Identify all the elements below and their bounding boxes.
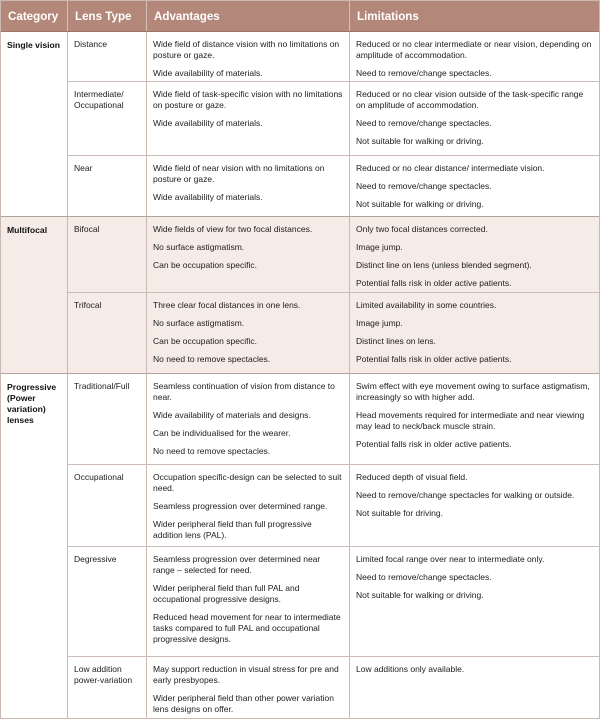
advantage-item: Wide availability of materials. xyxy=(153,118,263,128)
category-cell: Progressive (Power variation) lenses xyxy=(1,374,68,719)
category-group-progressive xyxy=(1,374,599,719)
advantage-item: Wide availability of materials. xyxy=(153,68,263,78)
limitations-cell xyxy=(350,374,599,464)
advantage-item: May support reduction in visual stress for pre and early presbyopes. xyxy=(153,664,339,685)
limitation-item: Reduced depth of visual field. xyxy=(356,472,468,482)
limitation-item: Potential falls risk in older active patients. xyxy=(356,278,512,288)
advantage-item: Wide field of task-specific vision with no limitations on posture or gaze. xyxy=(153,89,343,110)
advantages-cell xyxy=(147,293,350,373)
table-row xyxy=(68,82,599,156)
advantage-item: Seamless progression over determined near range – selected for need. xyxy=(153,554,321,575)
advantage-item: Wide field of distance vision with no limitations on posture or gaze. xyxy=(153,39,340,60)
limitation-item: Potential falls risk in older active patients. xyxy=(356,439,512,449)
table-row xyxy=(68,657,599,719)
advantages-cell xyxy=(147,32,350,81)
limitation-item: Limited availability in some countries. xyxy=(356,300,497,310)
category-group-single-vision xyxy=(1,32,599,217)
limitation-item: Head movements required for intermediate and near viewing may lead to neck/back muscle strain. xyxy=(356,410,585,431)
advantage-item: No surface astigmatism. xyxy=(153,318,245,328)
limitation-item: Need to remove/change spectacles. xyxy=(356,68,492,78)
header-category: Category xyxy=(1,1,68,31)
advantage-item: No surface astigmatism. xyxy=(153,242,245,252)
lens-type-cell: Degressive xyxy=(68,547,147,656)
advantage-item: Reduced head movement for near to intermediate tasks compared to full PAL and occupational progressive designs. xyxy=(153,612,341,644)
advantage-item: Three clear focal distances in one lens. xyxy=(153,300,301,310)
advantage-item: No need to remove spectacles. xyxy=(153,446,271,456)
limitations-cell xyxy=(350,217,599,292)
lens-type-cell: Low addition power-variation xyxy=(68,657,147,719)
advantage-item: Seamless progression over determined range. xyxy=(153,501,328,511)
limitations-cell xyxy=(350,156,599,216)
lens-type-cell: Bifocal xyxy=(68,217,147,292)
limitation-item: Not suitable for walking or driving. xyxy=(356,136,484,146)
advantages-cell xyxy=(147,156,350,216)
table-row xyxy=(68,374,599,465)
limitations-cell xyxy=(350,32,599,81)
lens-type-cell: Distance xyxy=(68,32,147,81)
table-row xyxy=(68,217,599,293)
table-row xyxy=(68,465,599,547)
limitation-item: Image jump. xyxy=(356,242,403,252)
category-cell: Single vision xyxy=(1,32,68,216)
advantage-item: Wider peripheral field than other power variation lens designs on offer. xyxy=(153,693,334,714)
advantages-cell xyxy=(147,217,350,292)
limitation-item: Potential falls risk in older active patients. xyxy=(356,354,512,364)
limitation-item: Distinct lines on lens. xyxy=(356,336,436,346)
advantage-item: Wide availability of materials. xyxy=(153,192,263,202)
table-row xyxy=(68,547,599,657)
advantage-item: Can be individualised for the wearer. xyxy=(153,428,291,438)
limitation-item: Need to remove/change spectacles for walking or outside. xyxy=(356,490,575,500)
advantage-item: Occupation specific-design can be selected to suit need. xyxy=(153,472,342,493)
category-cell: Multifocal xyxy=(1,217,68,373)
limitations-cell xyxy=(350,293,599,373)
limitations-cell xyxy=(350,465,599,546)
lens-type-cell: Occupational xyxy=(68,465,147,546)
advantage-item: Wide field of near vision with no limitations on posture or gaze. xyxy=(153,163,325,184)
advantages-cell xyxy=(147,465,350,546)
advantages-cell xyxy=(147,657,350,719)
advantages-cell xyxy=(147,374,350,464)
limitation-item: Low additions only available. xyxy=(356,664,465,674)
advantage-item: Wider peripheral field than full progressive addition lens (PAL). xyxy=(153,519,312,540)
advantages-cell xyxy=(147,547,350,656)
limitation-item: Reduced or no clear distance/ intermediate vision. xyxy=(356,163,545,173)
limitation-item: Reduced or no clear vision outside of the task-specific range on amplitude of accommodation. xyxy=(356,89,584,110)
limitation-item: Need to remove/change spectacles. xyxy=(356,118,492,128)
table-row xyxy=(68,293,599,373)
limitation-item: Not suitable for driving. xyxy=(356,508,443,518)
lens-type-cell: Near xyxy=(68,156,147,216)
limitations-cell xyxy=(350,547,599,656)
header-limitations: Limitations xyxy=(357,9,419,23)
limitation-item: Limited focal range over near to intermediate only. xyxy=(356,554,545,564)
table-header-row xyxy=(1,1,599,32)
advantage-item: No need to remove spectacles. xyxy=(153,354,271,364)
lens-type-cell: Traditional/Full xyxy=(68,374,147,464)
limitation-item: Distinct line on lens (unless blended segment). xyxy=(356,260,532,270)
advantage-item: Wider peripheral field than full PAL and occupational progressive designs. xyxy=(153,583,300,604)
advantage-item: Wide fields of view for two focal distances. xyxy=(153,224,313,234)
table-row xyxy=(68,32,599,82)
limitation-item: Reduced or no clear intermediate or near vision, depending on amplitude of accommodation. xyxy=(356,39,592,60)
advantage-item: Can be occupation specific. xyxy=(153,260,257,270)
limitation-item: Only two focal distances corrected. xyxy=(356,224,488,234)
limitation-item: Swim effect with eye movement owing to surface astigmatism, increasingly so with higher add. xyxy=(356,381,590,402)
limitations-cell xyxy=(350,657,599,719)
header-advantages: Advantages xyxy=(147,1,350,31)
limitation-item: Not suitable for walking or driving. xyxy=(356,199,484,209)
advantage-item: Seamless continuation of vision from distance to near. xyxy=(153,381,335,402)
header-lens-type: Lens Type xyxy=(68,1,147,31)
lens-type-cell: Trifocal xyxy=(68,293,147,373)
table-row xyxy=(68,156,599,216)
advantage-item: Can be occupation specific. xyxy=(153,336,257,346)
limitations-cell xyxy=(350,82,599,155)
limitation-item: Image jump. xyxy=(356,318,403,328)
limitation-item: Need to remove/change spectacles. xyxy=(356,572,492,582)
advantages-cell xyxy=(147,82,350,155)
limitation-item: Not suitable for walking or driving. xyxy=(356,590,484,600)
category-group-multifocal xyxy=(1,217,599,374)
lens-type-cell: Intermediate/ Occupational xyxy=(68,82,147,155)
limitation-item: Need to remove/change spectacles. xyxy=(356,181,492,191)
advantage-item: Wide availability of materials and designs. xyxy=(153,410,311,420)
